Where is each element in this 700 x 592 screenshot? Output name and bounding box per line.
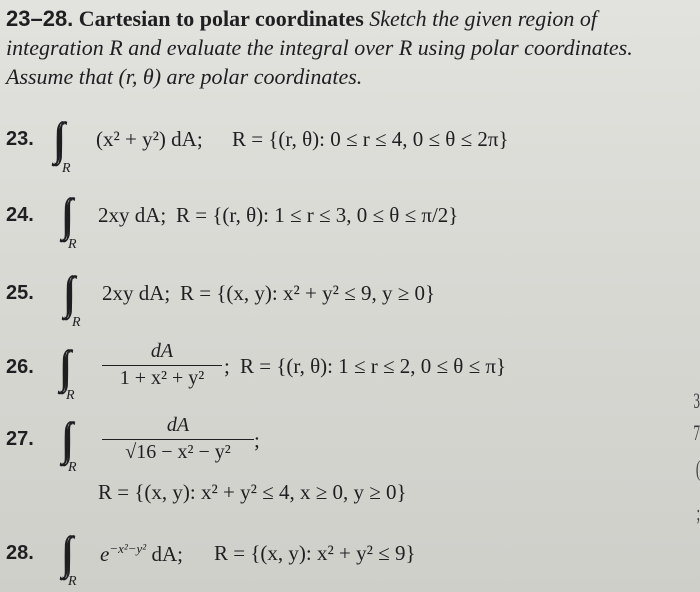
region-subscript: R — [66, 388, 75, 403]
margin-mark: 7 — [693, 420, 700, 445]
region-subscript: R — [68, 574, 77, 589]
fraction-denominator: √16 − x² − y² — [125, 441, 231, 463]
fraction-numerator: dA — [150, 340, 174, 362]
integrand: (x² + y²) dA; — [96, 127, 203, 151]
region-definition: R = {(r, θ): 1 ≤ r ≤ 2, 0 ≤ θ ≤ π} — [240, 354, 507, 378]
separator: ; — [224, 354, 230, 378]
integrand-fraction — [102, 340, 222, 390]
exercise-range: 23–28. — [6, 6, 74, 31]
integrand — [100, 541, 183, 567]
integrand-exponent: −x²−y² — [109, 541, 147, 556]
region-definition: R = {(r, θ): 1 ≤ r ≤ 3, 0 ≤ θ ≤ π/2} — [176, 203, 459, 227]
region-subscript: R — [68, 460, 77, 475]
region-definition: R = {(x, y): x² + y² ≤ 9} — [214, 541, 416, 565]
problem-number: 24. — [6, 204, 34, 226]
section-header — [6, 4, 666, 91]
region-definition: R = {(r, θ): 0 ≤ r ≤ 4, 0 ≤ θ ≤ 2π} — [232, 127, 509, 151]
problem-number: 25. — [6, 282, 34, 304]
margin-mark: ( — [695, 456, 700, 481]
margin-mark: 3 — [693, 388, 700, 413]
fraction-denominator: 1 + x² + y² — [119, 367, 205, 389]
region-subscript: R — [68, 237, 77, 252]
integrand-differential: dA; — [151, 542, 183, 566]
problem-number: 28. — [6, 542, 34, 564]
section-instructions: Sketch the given region of integration R and evaluate the integral over R using polar coordinates. Assume that (r, θ) are polar coordinates. — [6, 6, 633, 89]
region-definition: R = {(x, y): x² + y² ≤ 4, x ≥ 0, y ≥ 0} — [98, 480, 407, 504]
integrand-base: e — [100, 542, 110, 566]
fraction-numerator: dA — [166, 414, 190, 436]
problem-number: 27. — [6, 428, 34, 450]
integrand-fraction — [102, 414, 254, 464]
problem-number: 23. — [6, 128, 34, 150]
section-title: Cartesian to polar coordinates — [78, 6, 364, 31]
margin-mark: ; — [696, 500, 700, 525]
region-subscript: R — [72, 315, 81, 330]
separator: ; — [254, 428, 260, 452]
region-subscript: R — [62, 161, 71, 176]
integrand: 2xy dA; — [98, 203, 167, 227]
problem-number: 26. — [6, 356, 34, 378]
region-definition: R = {(x, y): x² + y² ≤ 9, y ≥ 0} — [180, 281, 436, 305]
integrand: 2xy dA; — [102, 281, 171, 305]
